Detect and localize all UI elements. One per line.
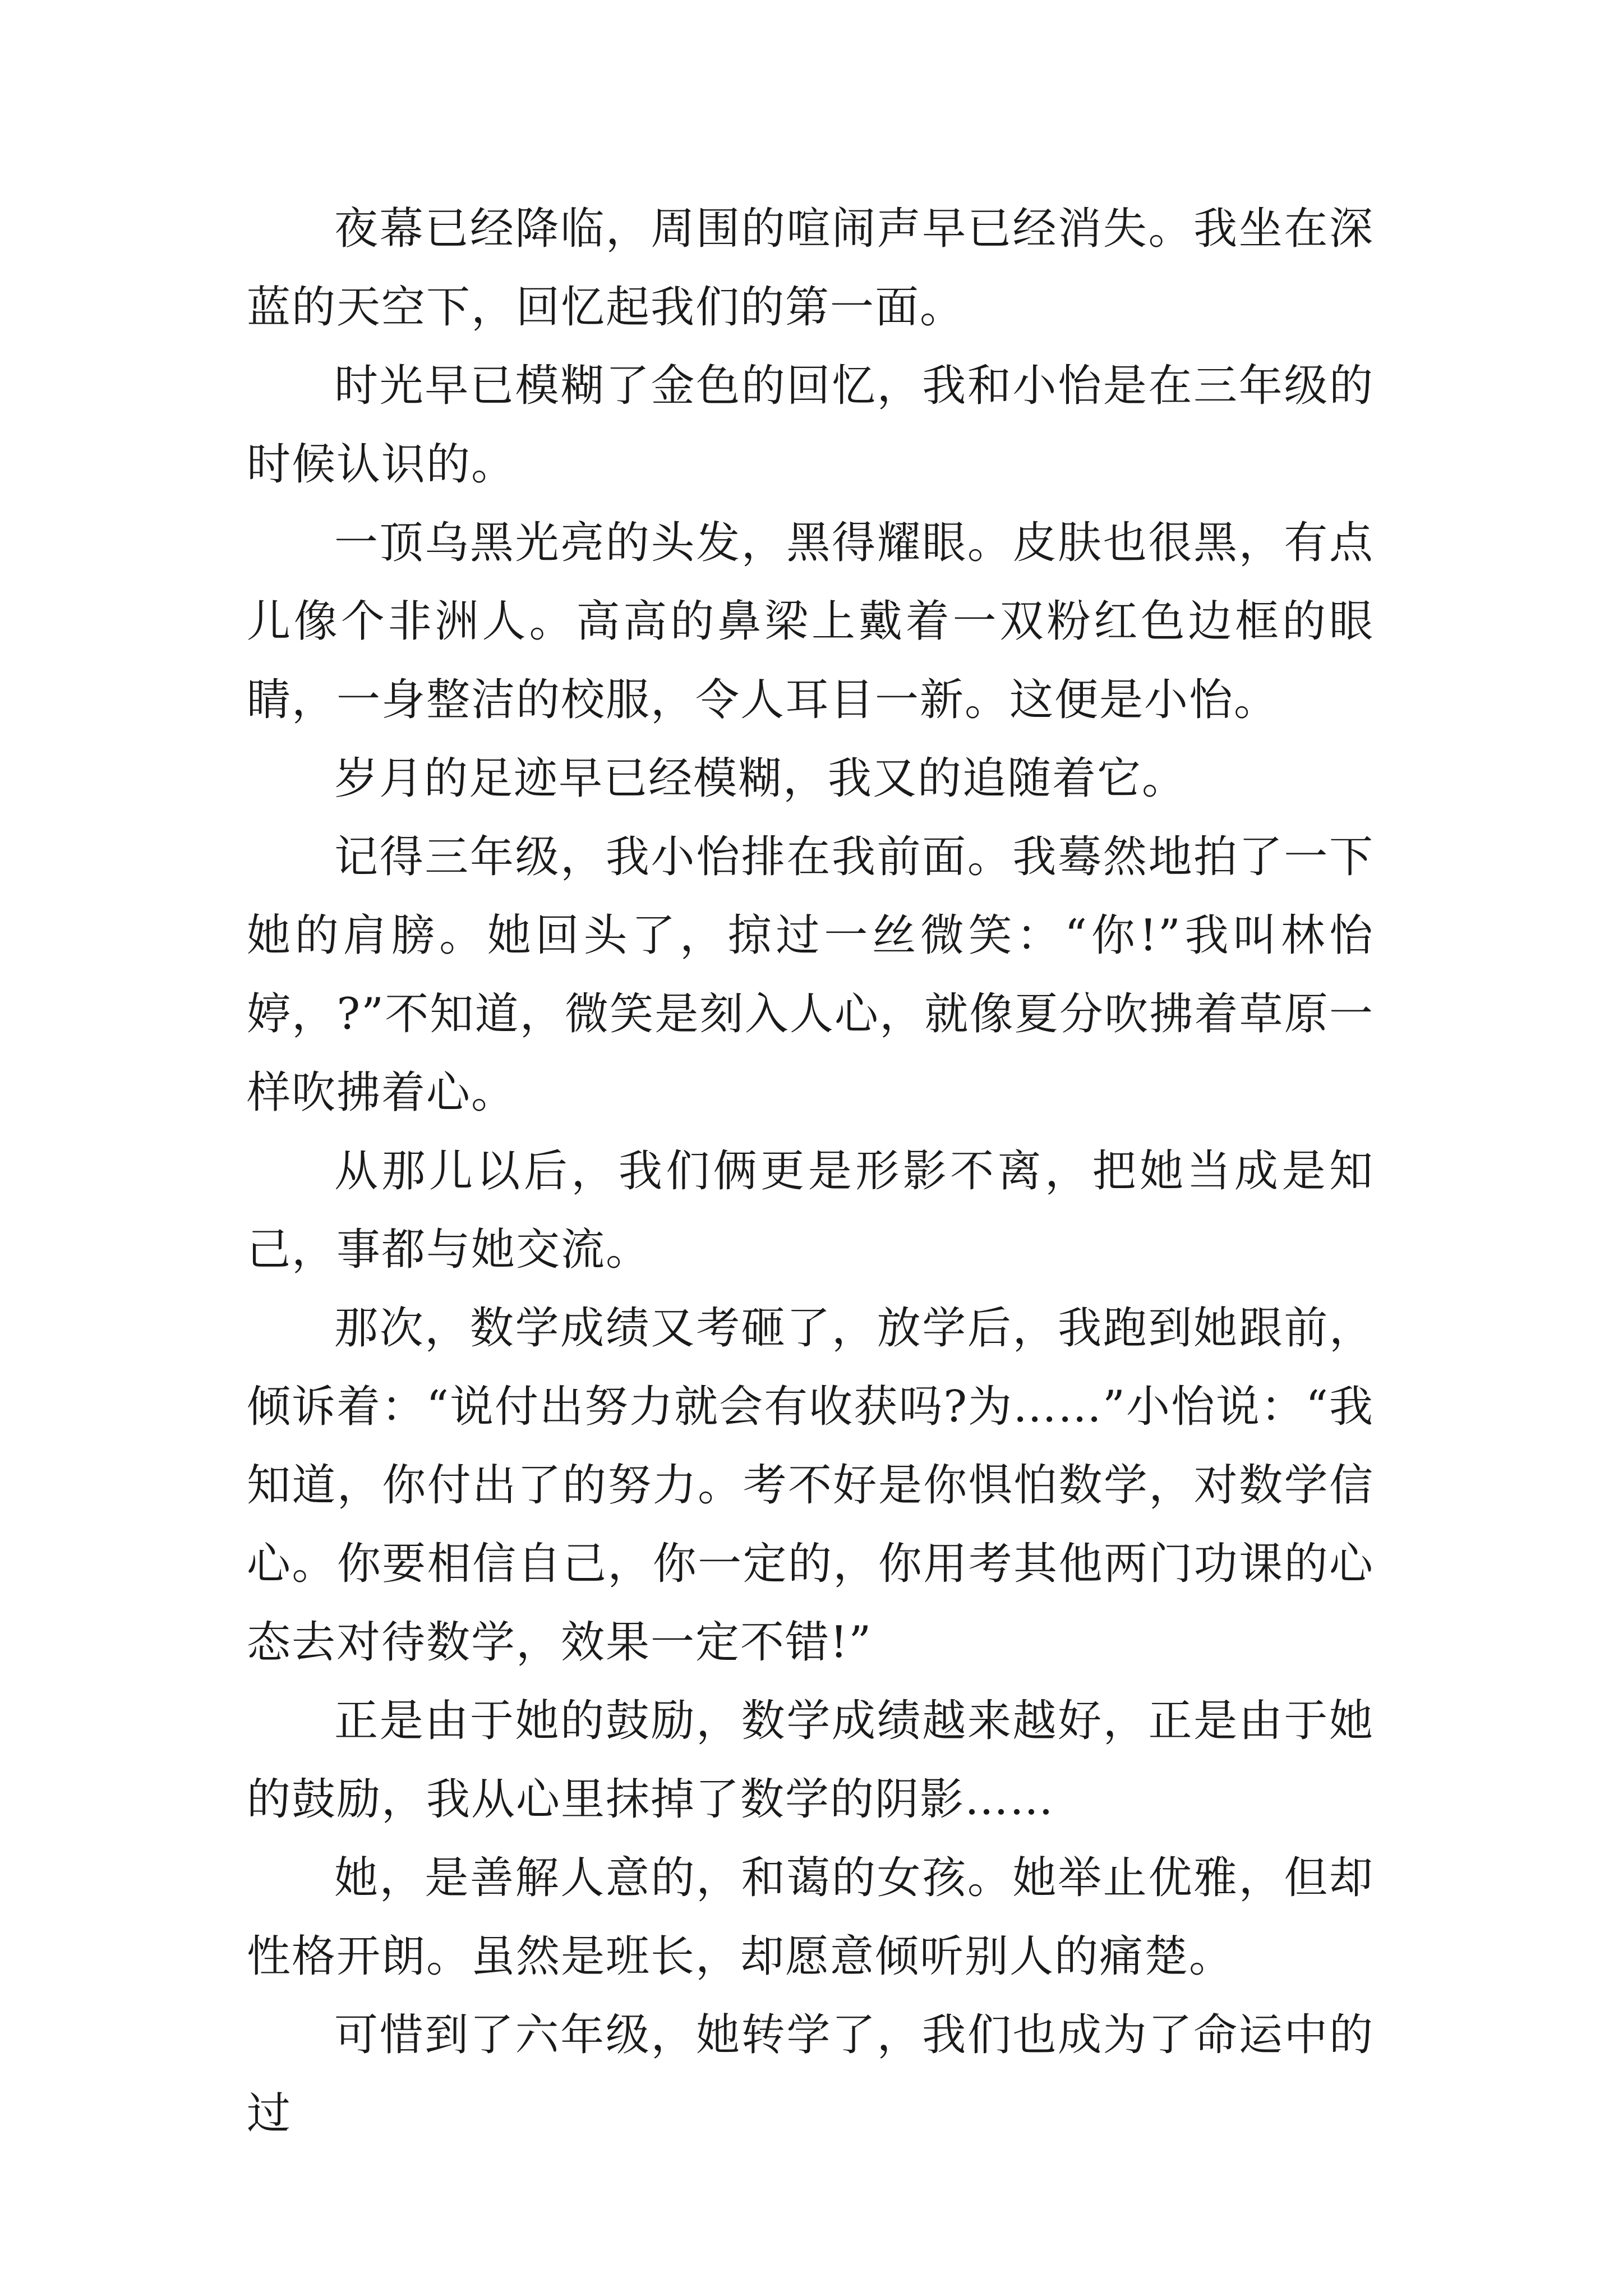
paragraph-7: 那次，数学成绩又考砸了，放学后，我跑到她跟前，倾诉着：“说付出努力就会有收获吗?为……”小怡说：“我知道，你付出了的努力。考不好是你惧怕数学，对数学信心。你要相信自己，你一定的，你用考其他两门功课的心态去对待数学，效果一定不错!” <box>247 1303 1374 1668</box>
paragraph-3: 一顶乌黑光亮的头发，黑得耀眼。皮肤也很黑，有点儿像个非洲人。高高的鼻梁上戴着一双粉红色边框的眼睛，一身整洁的校服，令人耳目一新。这便是小怡。 <box>247 518 1374 725</box>
paragraph-5: 记得三年级，我小怡排在我前面。我蓦然地拍了一下她的肩膀。她回头了，掠过一丝微笑：“你!”我叫林怡婷，?”不知道，微笑是刻入人心，就像夏分吹拂着草原一样吹拂着心。 <box>247 832 1374 1118</box>
article-body <box>247 190 1374 2153</box>
paragraph-8: 正是由于她的鼓励，数学成绩越来越好，正是由于她的鼓励，我从心里抹掉了数学的阴影…… <box>247 1696 1374 1825</box>
paragraph-9: 她，是善解人意的，和蔼的女孩。她举止优雅，但却性格开朗。虽然是班长，却愿意倾听别人的痛楚。 <box>247 1853 1374 1982</box>
paragraph-4: 岁月的足迹早已经模糊，我又的追随着它。 <box>334 753 1187 804</box>
paragraph-1: 夜幕已经降临，周围的喧闹声早已经消失。我坐在深蓝的天空下，回忆起我们的第一面。 <box>247 204 1374 333</box>
paragraph-10: 可惜到了六年级，她转学了，我们也成为了命运中的过 <box>247 2010 1374 2139</box>
paragraph-6: 从那儿以后，我们俩更是形影不离，把她当成是知己，事都与她交流。 <box>247 1146 1374 1275</box>
paragraph-2: 时光早已模糊了金色的回忆，我和小怡是在三年级的时候认识的。 <box>247 361 1374 490</box>
